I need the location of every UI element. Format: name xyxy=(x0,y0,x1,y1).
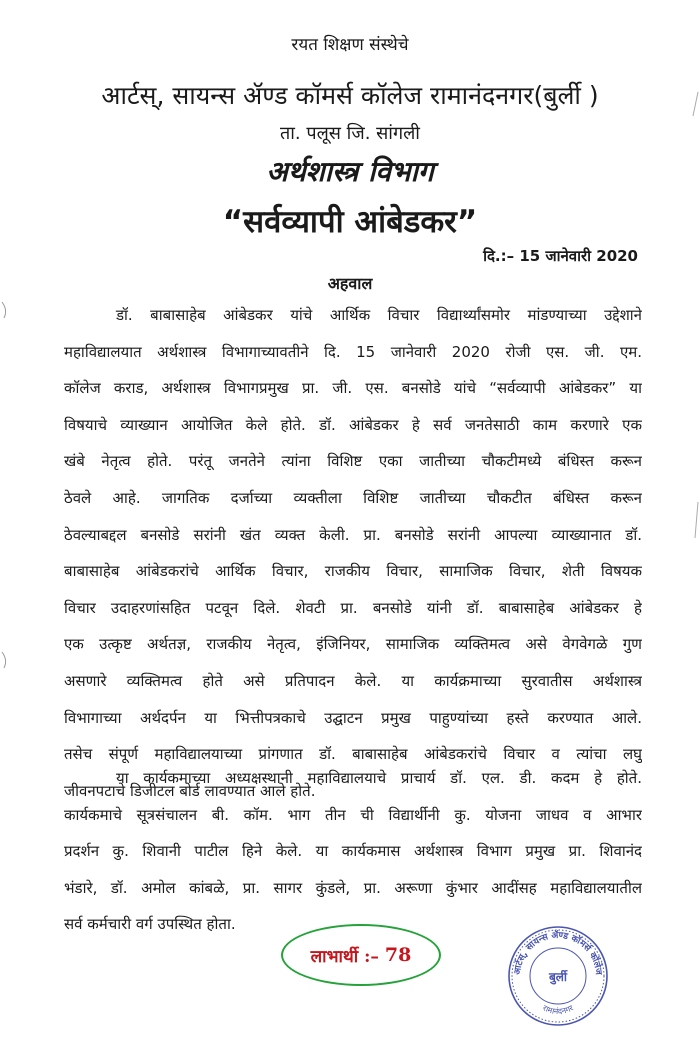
paragraph-line: ठेवल्याबद्दल बनसोडे सरांनी खंत व्यक्त केली. प्रा. बनसोडे सरांनी आपल्या व्याख्यानात डॉ. xyxy=(64,525,642,544)
paragraph-line: कॉलेज कराड, अर्थशास्त्र विभागप्रमुख प्रा. जी. एस. बनसोडे यांचे “सर्वव्यापी आंबेडकर” या xyxy=(64,379,642,398)
department-title: अर्थशास्त्र विभाग xyxy=(266,155,434,188)
scan-edge-mark xyxy=(0,300,14,320)
scan-edge-mark xyxy=(690,90,700,120)
scan-edge-mark xyxy=(0,650,14,670)
beneficiary-count: 78 xyxy=(384,944,412,966)
beneficiary-count-badge xyxy=(281,924,441,986)
stamp-center-text: बुर्ली xyxy=(548,970,568,984)
stamp-bottom-text: रामानंदनगर xyxy=(541,1003,575,1017)
paragraph-line: विचार उदाहरणांसहित पटवून दिले. शेवटी प्रा. बनसोडे यांनी डॉ. बाबासाहेब आंबेडकर हे xyxy=(64,598,642,617)
paragraph-line: या कार्यकमाच्या अध्यक्षस्थानी महाविद्यालयाचे प्राचार्य डॉ. एल. डी. कदम हे होते. xyxy=(116,769,642,787)
report-heading: अहवाल xyxy=(327,274,373,293)
report-date: दि.:– 15 जानेवारी 2020 xyxy=(483,247,638,265)
paragraph-line: असणारे व्यक्तिमत्व होते असे प्रतिपादन केले. या कार्यक्रमाच्या सुरवातीस अर्थशास्त्र xyxy=(64,671,642,690)
paragraph-line: विषयाचे व्याख्यान आयोजित केले होते. डॉ. आंबेडकर हे सर्व जनतेसाठी काम करणारे एक xyxy=(64,415,642,434)
paragraph-line: प्रदर्शन कु. शिवानी पाटील हिने केले. या कार्यकमास अर्थशास्त्र विभाग प्रमुख प्रा. शिवानंद xyxy=(64,842,642,861)
svg-text:रामानंदनगर xyxy=(541,1003,575,1016)
college-stamp xyxy=(506,924,610,1028)
college-name: आर्टस्, सायन्स ॲण्ड कॉमर्स कॉलेज रामानंदनगर(बुर्ली ) xyxy=(101,81,599,110)
paragraph-line: बाबासाहेब आंबेडकरांचे आर्थिक विचार, राजकीय विचार, सामाजिक विचार, शेती विषयक xyxy=(64,562,642,581)
paragraph-line: महाविद्यालयात अर्थशास्त्र विभागाच्यावतीने दि. 15 जानेवारी 2020 रोजी एस. जी. एम. xyxy=(64,342,642,361)
paragraph-line: भंडारे, डॉ. अमोल कांबळे, प्रा. सागर कुंडले, प्रा. अरूणा कुंभार आदींसह महाविद्यालयातील xyxy=(64,878,642,897)
paragraph-line: विभागाच्या अर्थदर्पन या भित्तीपत्रकाचे उद्घाटन प्रमुख पाहुण्यांच्या हस्ते करण्यात आले. xyxy=(64,708,642,727)
paragraph-line: जीवनपटाचे डिजीटल बोर्ड लावण्यात आले होते. xyxy=(64,781,316,800)
paragraph-line: एक उत्कृष्ट अर्थतज्ञ, राजकीय नेतृत्व, इंजिनियर, सामाजिक व्यक्तिमत्व असे वेगवेगळे गुण xyxy=(64,635,642,654)
paragraph-line: सर्व कर्मचारी वर्ग उपस्थित होता. xyxy=(64,915,236,934)
paragraph-line: डॉ. बाबासाहेब आंबेडकर यांचे आर्थिक विचार विद्यार्थ्यांसमोर मांडण्याच्या उद्देशाने xyxy=(116,306,642,324)
report-paragraph-2 xyxy=(64,760,642,943)
svg-text:आर्टस्, सायन्स ॲण्ड कॉमर्स कॉल xyxy=(512,929,604,976)
beneficiary-label: लाभार्थी :– xyxy=(310,946,379,967)
paragraph-line: तसेच संपूर्ण महाविद्यालयाच्या प्रांगणात डॉ. बाबासाहेब आंबेडकरांचे विचार व त्यांचा लघु xyxy=(64,745,642,764)
paragraph-line: ठेवले आहे. जागतिक दर्जाच्या व्यक्तीला विशिष्ट जातीच्या चौकटीत बंधिस्त करून xyxy=(64,488,642,507)
society-name: रयत शिक्षण संस्थेचे xyxy=(291,35,409,55)
paragraph-line: खंबे नेतृत्व होते. परंतू जनतेने त्यांना विशिष्ट एका जातीच्या चौकटीमध्ये बंधिस्त करून xyxy=(64,452,642,471)
report-paragraph-1 xyxy=(64,297,642,809)
scan-edge-mark xyxy=(692,500,700,540)
stamp-ring-text: आर्टस्, सायन्स ॲण्ड कॉमर्स कॉलेज xyxy=(512,930,604,976)
paragraph-line: कार्यकमाचे सूत्रसंचालन बी. कॉम. भाग तीन ची विद्यार्थीनी कु. योजना जाधव व आभार xyxy=(64,805,642,824)
college-location: ता. पलूस जि. सांगली xyxy=(280,123,420,144)
event-title: “सर्वव्यापी आंबेडकर” xyxy=(222,204,478,240)
